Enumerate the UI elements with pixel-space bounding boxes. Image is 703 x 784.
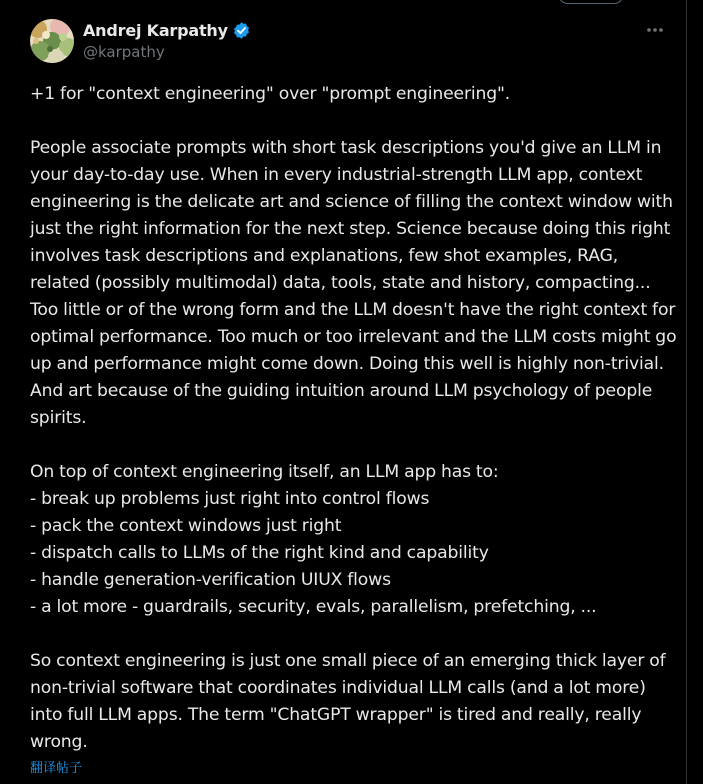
author-handle[interactable]: @karpathy	[83, 43, 165, 61]
column-divider	[686, 0, 687, 784]
author-display-name[interactable]: Andrej Karpathy	[83, 20, 228, 40]
more-options-icon[interactable]	[643, 20, 667, 40]
avatar[interactable]	[30, 19, 74, 63]
tweet-text	[30, 81, 678, 756]
verified-badge-icon	[232, 21, 251, 40]
avatar-image	[30, 19, 74, 63]
tweet-paragraph: So context engineering is just one small piece of an emerging thick layer of non-trivial software that coordinates individual LLM calls (and a lot more) into full LLM apps. The term "ChatGPT wrapper" is tired and really, really wrong.	[30, 651, 666, 752]
tweet-paragraph: +1 for "context engineering" over "prompt engineering".	[30, 84, 511, 104]
top-button-edge[interactable]	[558, 0, 624, 4]
author-name-row[interactable]	[83, 19, 251, 41]
tweet-paragraph: On top of context engineering itself, an LLM app has to: - break up problems just right into control flows - pack the context windows just right - dispatch calls to LLMs of the right kind and capability - handle generation-verification UIUX flows - a lot more - guardrails, security, evals, parallelism, prefetching, ...	[30, 462, 597, 617]
translate-post-link[interactable]: 翻译帖子	[30, 761, 83, 776]
tweet-paragraph: People associate prompts with short task descriptions you'd give an LLM in your day-to-day use. When in every industrial-strength LLM app, context engineering is the delicate art and science of filling the context window with just the right information for the next step. Science because doing this right involves task descriptions and explanations, few shot examples, RAG, related (possibly multimodal) data, tools, state and history, compacting... Too little or of the wrong form and the LLM doesn't have the right context for optimal performance. Too much or too irrelevant and the LLM costs might go up and performance might come down. Doing this well is highly non-trivial. And art because of the guiding intuition around LLM psychology of people spirits.	[30, 138, 677, 428]
